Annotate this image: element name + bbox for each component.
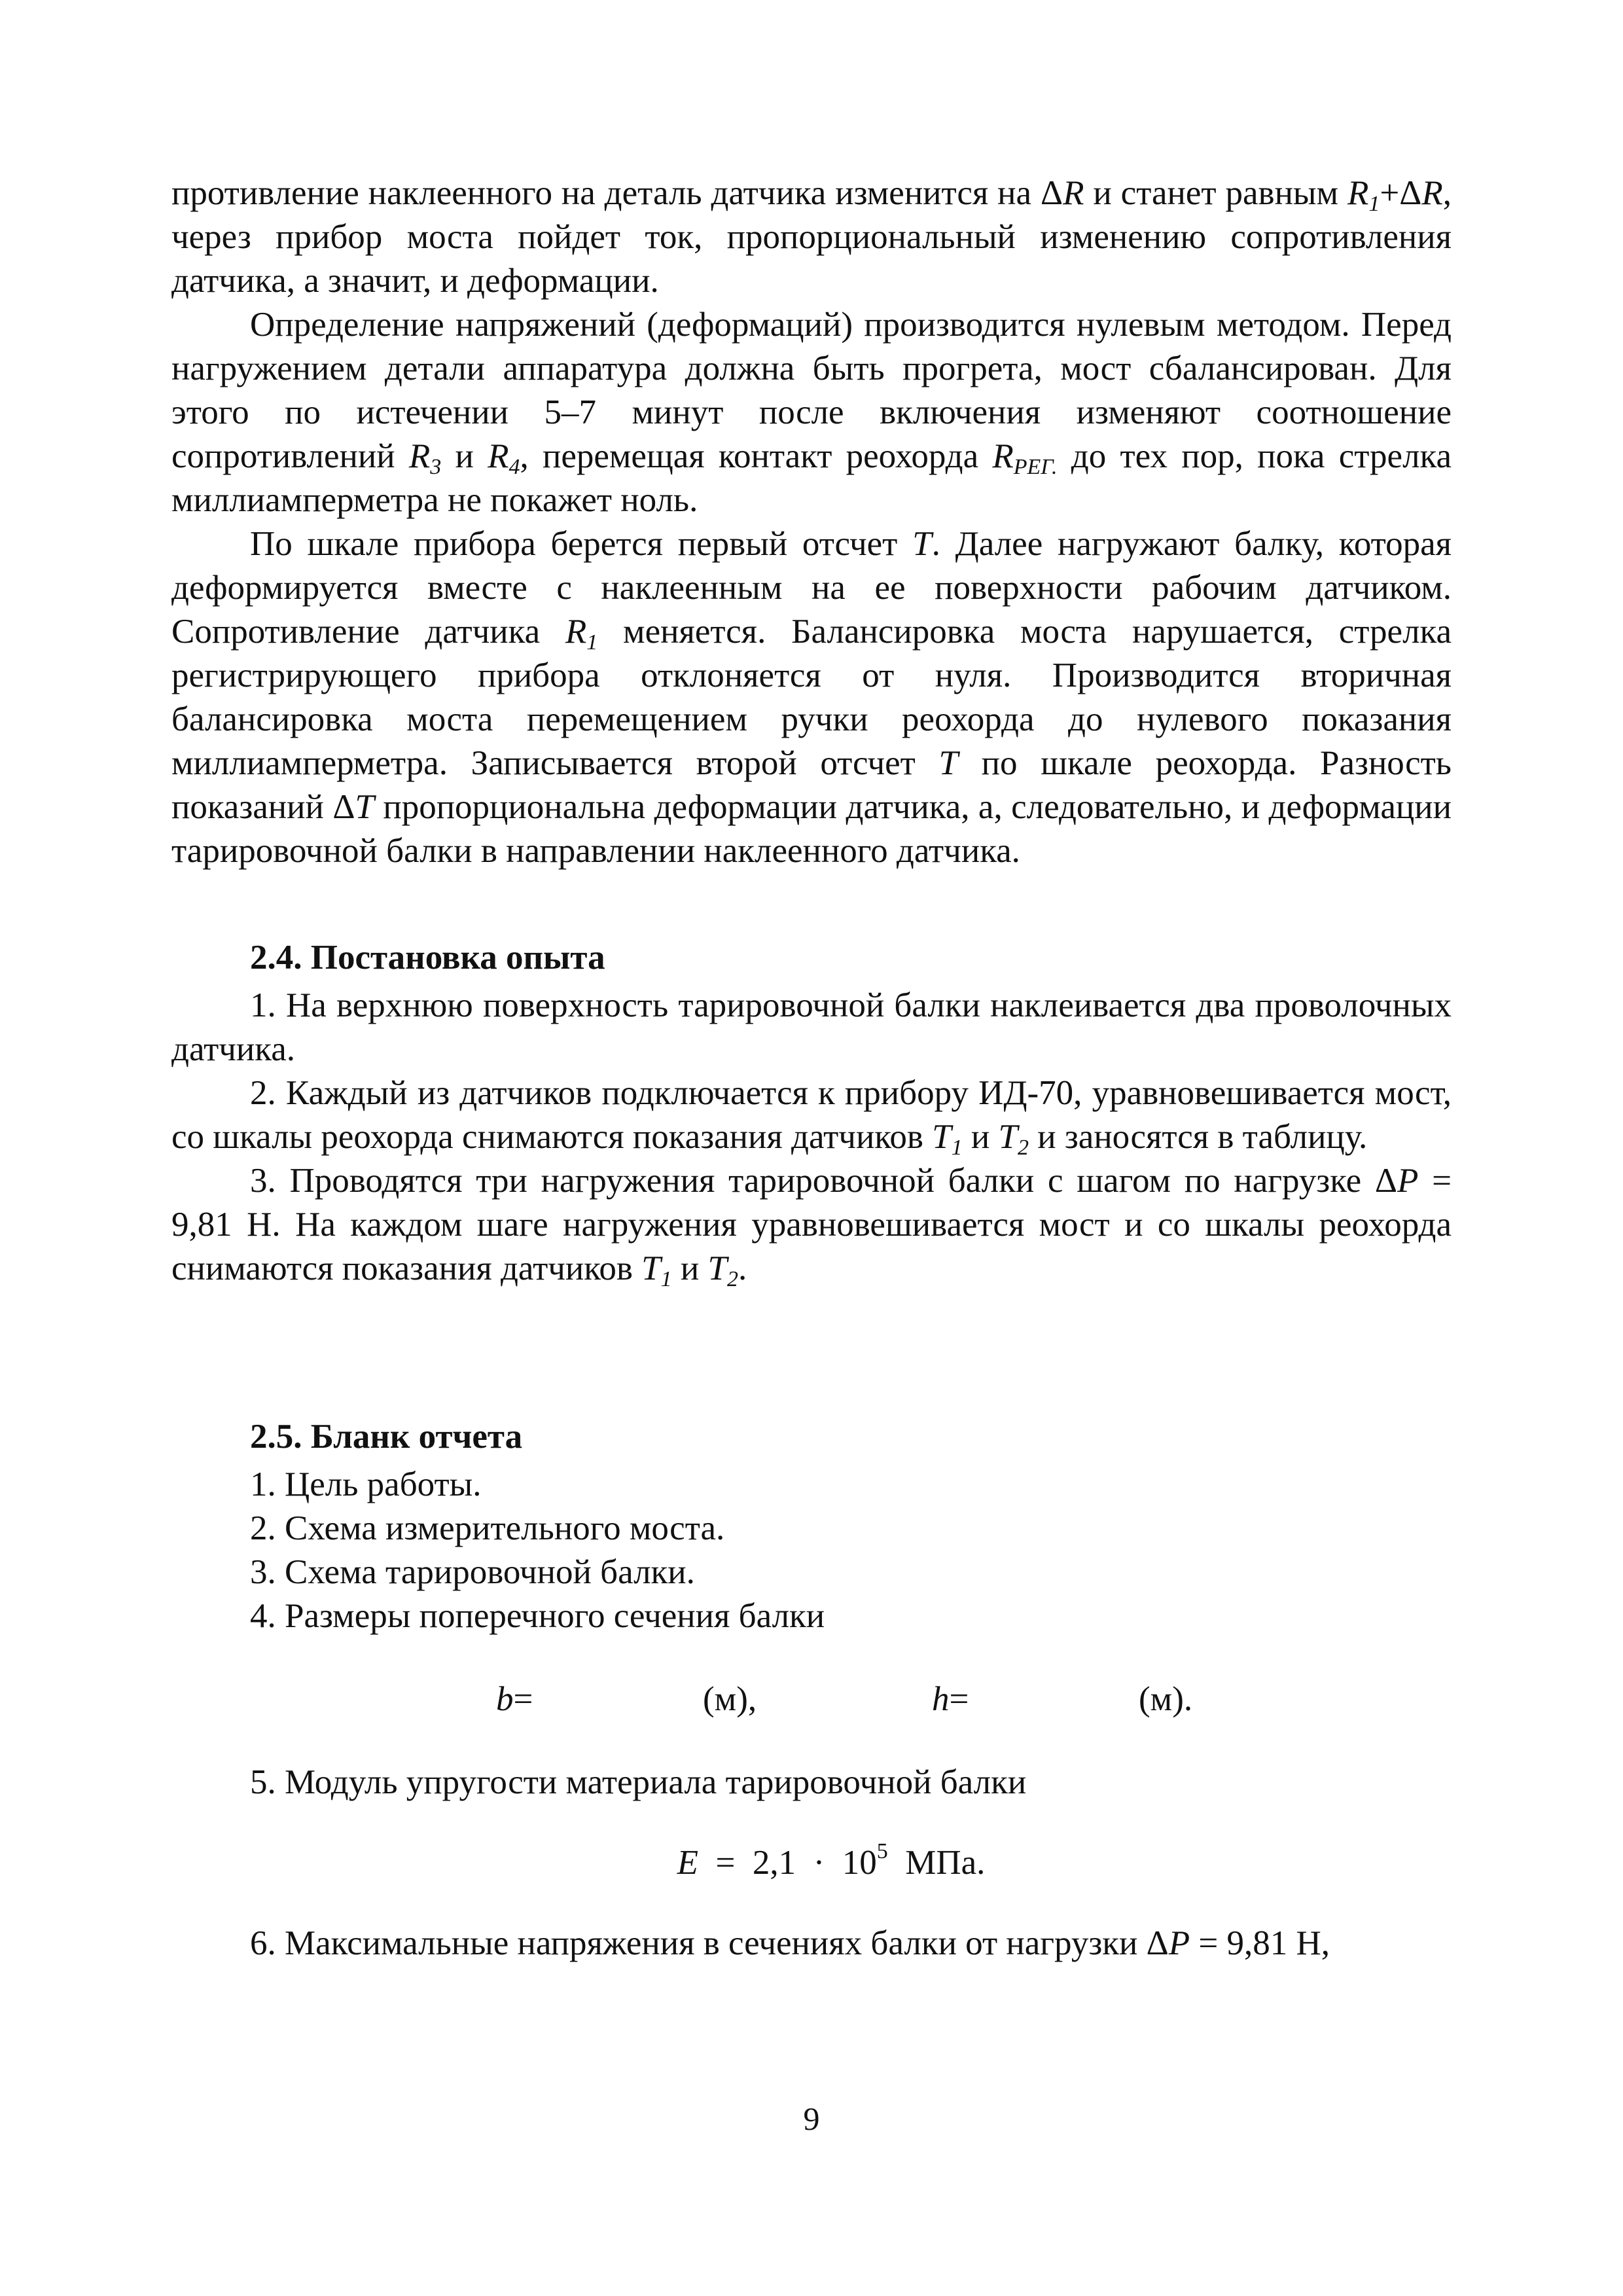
list-item: 2. Каждый из датчиков подключается к прибору ИД-70, уравновешивается мост, со шкалы реохорда снимаются показания датчиков $T_1$ и $T_2$ и заносятся в таблицу. [171,1074,1452,1160]
paragraph-null-method: Определение напряжений (деформаций) производится нулевым методом. Перед нагружением детали аппаратура должна быть прогрета, мост сбалансирован. Для этого по истечении 5–7 минут после включения изменяют соотношение сопротивлений $R_3$ и $R_4$, перемещая контакт реохорда $R_{РЕГ.}$ до тех пор, пока стрелка миллиамперметра не покажет ноль. [171,306,1452,519]
list-item: 4. Размеры поперечного сечения балки [250,1597,825,1635]
list-item: 1. Цель работы. [250,1465,482,1503]
page-body [171,171,1452,1965]
paragraph-readings: По шкале прибора берется первый отсчет T. Далее нагружают балку, которая деформируется вместе с наклеенным на ее поверхности рабочим датчиком. Сопротивление датчика $R_1$ меняется. Балансировка моста нарушается, стрелка регистрирующего прибора отклоняется от нуля. Производится вторичная балансировка моста перемещением ручки реохорда до нулевого показания миллиамперметра. Записывается второй отсчет T по шкале реохорда. Разность показаний ΔT пропорциональна деформации датчика, а, следовательно, и деформации тарировочной балки в направлении наклеенного датчика. [171,525,1452,870]
section-heading: 2.5. Бланк отчета [250,1418,523,1456]
list-item: 6. Максимальные напряжения в сечениях балки от нагрузки ΔP = 9,81 Н, [250,1924,1330,1962]
page-number: 9 [803,2100,820,2137]
list-item: 2. Схема измерительного моста. [250,1509,725,1547]
section-2-5 [171,1415,1452,1965]
list-item: 3. Проводятся три нагружения тарировочной балки с шагом по нагрузке ΔP = 9,81 Н. На каждом шаге нагружения уравновешивается мост и со шкалы реохорда снимаются показания датчиков $T_1$ и $T_2$. [171,1162,1452,1291]
section-heading: 2.4. Постановка опыта [250,939,605,977]
paragraph-bridge-resistance: противление наклеенного на деталь датчика изменится на ΔR и станет равным $R_1+\Delta R$, через прибор моста пойдет ток, пропорциональный изменению сопротивления датчика, а значит, и деформации. [171,174,1452,300]
cross-section-formula: b = (м), h = (м). [496,1680,1193,1718]
list-item: 5. Модуль упругости материала тарировочной балки [250,1763,1027,1801]
list-item: 1. На верхнюю поверхность тарировочной балки наклеивается два проволочных датчика. [171,986,1452,1068]
modulus-formula: $E = 2,1 \cdot 10^5$ МПа. [677,1839,986,1882]
section-2-4 [171,936,1452,1291]
list-item: 3. Схема тарировочной балки. [250,1553,695,1591]
